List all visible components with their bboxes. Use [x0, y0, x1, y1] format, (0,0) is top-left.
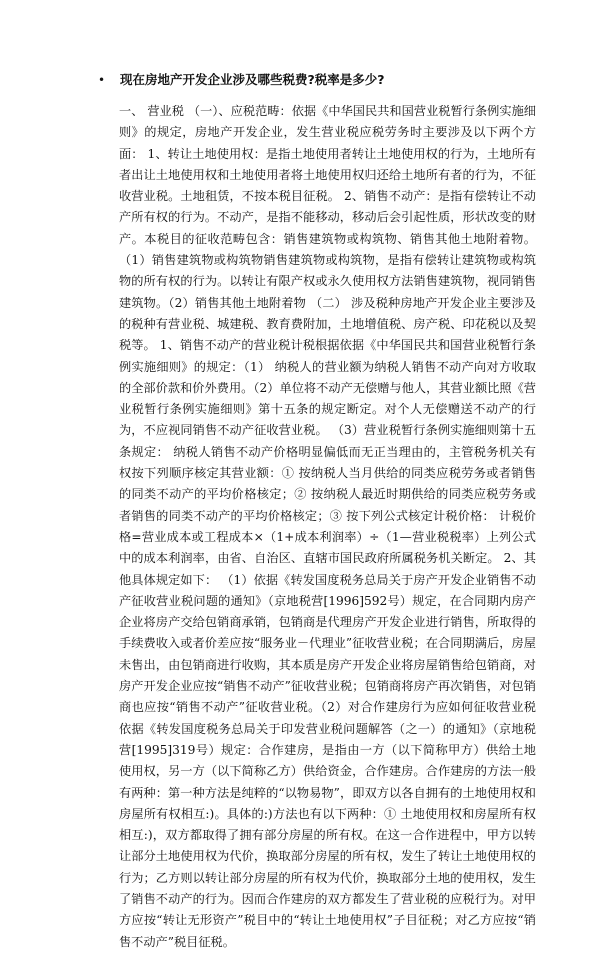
heading-row	[98, 72, 538, 88]
bullet-icon: •	[98, 73, 106, 87]
document-body: 一、 营业税 （一）、应税范畴：依据《中华国民共和国营业税暂行条例实施细则》的规定，房地产开发企业，发生营业税应税劳务时主要涉及以下两个方面： 1、转让土地使用权：是指土地使用者转让土地使用权的行为，土地所有者出让土地使用权和土地使用者将土地使用权归还给土地所有者的行为，不征收营业税。土地租赁，不按本税目征税。 2、销售不动产：是指有偿转让不动产所有权的行为。不动产，是指不能移动，移动后会引起性质，形状改变的财产。本税目的征收范畴包含：销售建筑物或构筑物、销售其他土地附着物。（1）销售建筑物或构筑物销售建筑物或构筑物，是指有偿转让建筑物或构筑物的所有权的行为。以转让有限产权或永久使用权方法销售建筑物，视同销售建筑物。（2）销售其他土地附着物 （二） 涉及税种房地产开发企业主要涉及的税种有营业税、城建税、教育费附加，土地增值税、房产税、印花税以及契税等。 1、销售不动产的营业税计税根据依据《中华国民共和国营业税暂行条例实施细则》的规定：（1） 纳税人的营业额为纳税人销售不动产向对方收取的全部价款和价外费用。（2）单位将不动产无偿赠与他人，其营业额比照《营业税暂行条例实施细则》第十五条的规定断定。对个人无偿赠送不动产的行为，不应视同销售不动产征收营业税。 （3）营业税暂行条例实施细则第十五条规定： 纳税人销售不动产价格明显偏低而无正当理由的，主管税务机关有权按下列顺序核定其营业额：① 按纳税人当月供给的同类应税劳务或者销售的同类不动产的平均价格核定；② 按纳税人最近时期供给的同类应税劳务或者销售的同类不动产的平均价格核定；③ 按下列公式核定计税价格： 计税价格=营业成本或工程成本×（1+成本利润率）÷（1—营业税税率）上列公式中的成本利润率，由省、自治区、直辖市国民政府所属税务机关断定。 2、其他具体规定如下： （1）依据《转发国度税务总局关于房产开发企业销售不动产征收营业税问题的通知》（京地税营[1996]592号）规定，在合同期内房产企业将房产交给包销商承销，包销商是代理房产开发企业进行销售，所取得的手续费收入或者价差应按“服务业－代理业”征收营业税；在合同期满后，房屋未售出，由包销商进行收购，其本质是房产开发企业将房屋销售给包销商，对房产开发企业应按“销售不动产”征收营业税；包销商将房产再次销售，对包销商也应按“销售不动产”征收营业税。（2）对合作建房行为应如何征收营业税 依据《转发国度税务总局关于印发营业税问题解答（之一）的通知》（京地税营[1995]319号）规定：合作建房，是指由一方（以下简称甲方）供给土地使用权，另一方（以下简称乙方）供给资金，合作建房。合作建房的方法一般有两种：第一种方法是纯粹的“以物易物”，即双方以各自拥有的土地使用权和房屋所有权相互:)。具体的:)方法也有以下两种：① 土地使用权和房屋所有权相互:)，双方都取得了拥有部分房屋的所有权。在这一合作进程中，甲方以转让部分土地使用权为代价，换取部分房屋的所有权，发生了转让土地使用权的行为；乙方则以转让部分房屋的所有权为代价，换取部分土地的使用权，发生了销售不动产的行为。因而合作建房的双方都发生了营业税的应税行为。对甲方应按“转让无形资产”税目中的“转让土地使用权”子目征税；对乙方应按“销售不动产”税目征税。	[119, 104, 536, 949]
document-heading: 现在房地产开发企业涉及哪些税费?税率是多少?	[120, 72, 385, 87]
